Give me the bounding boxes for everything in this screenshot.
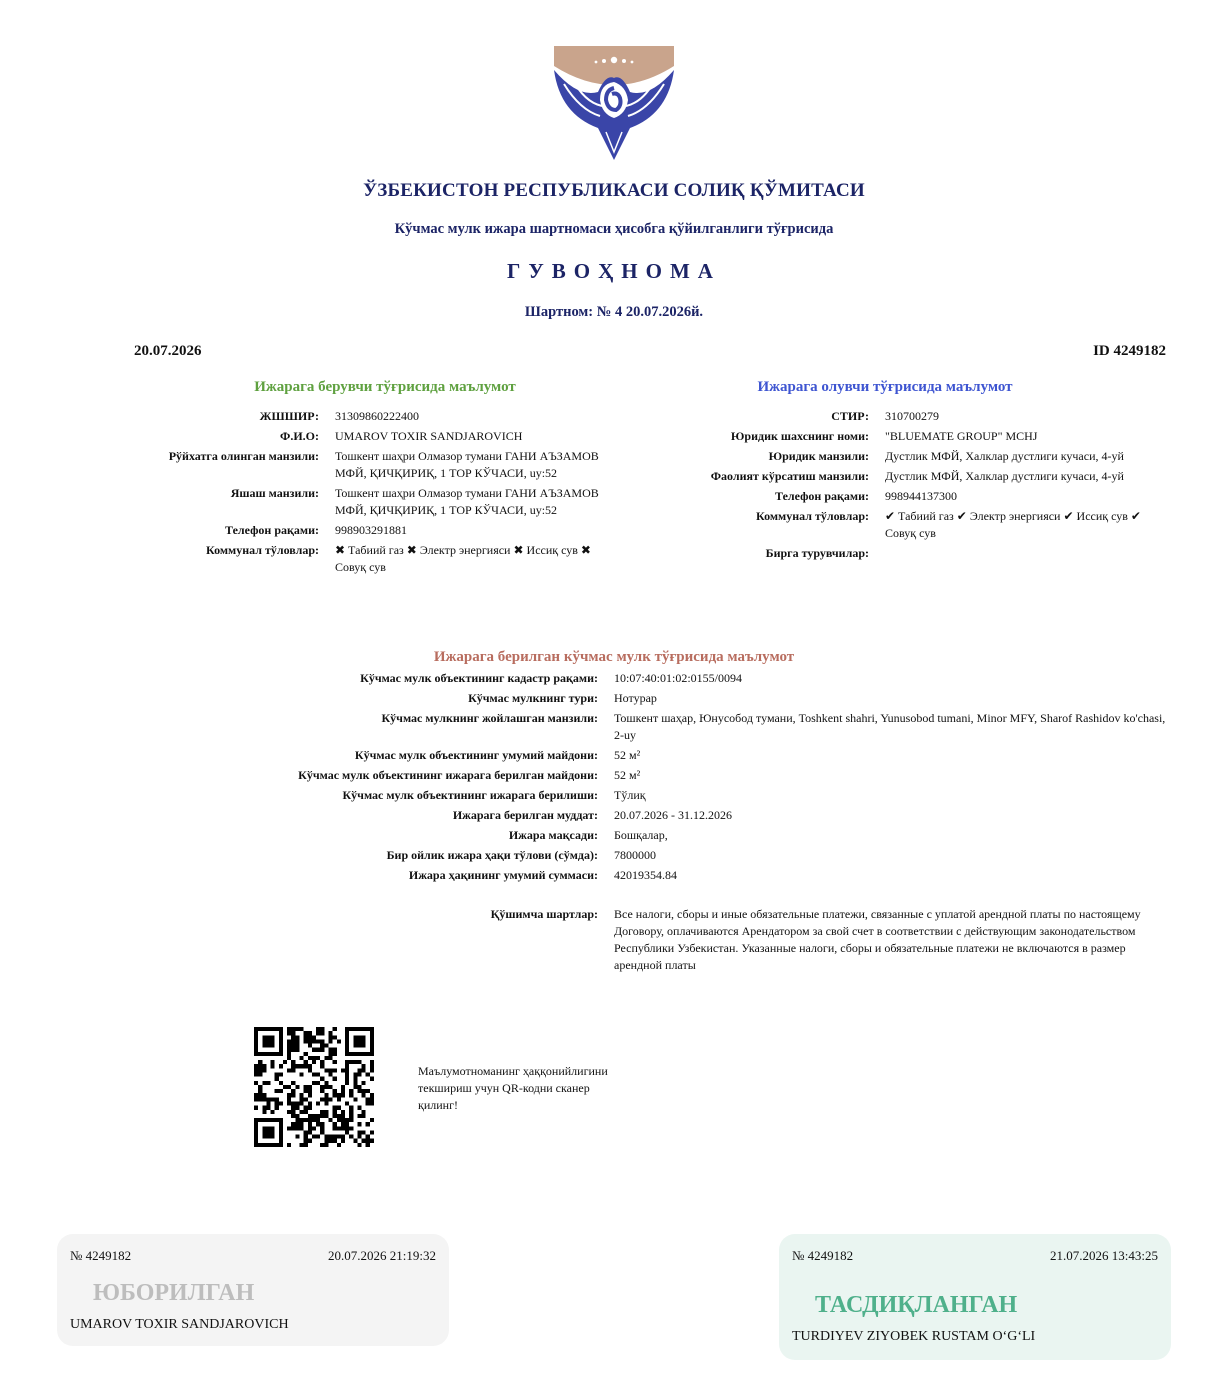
field-value: 310700279 bbox=[885, 409, 939, 423]
organization-title: ЎЗБЕКИСТОН РЕСПУБЛИКАСИ СОЛИҚ ҚЎМИТАСИ bbox=[363, 180, 865, 201]
lessor-row-pinfl bbox=[100, 408, 615, 425]
field-label: Ижарага берилган муддат: bbox=[452, 808, 598, 822]
field-label: Коммунал тўловлар: bbox=[205, 543, 319, 557]
property-row-total-rent bbox=[200, 867, 1174, 884]
property-info bbox=[200, 670, 1174, 887]
lessor-row-name bbox=[100, 428, 615, 445]
field-label: Телефон рақами: bbox=[775, 489, 869, 503]
field-label: Юридик шахснинг номи: bbox=[730, 429, 869, 443]
field-label: Фаолият кўрсатиш манзили: bbox=[710, 469, 869, 483]
stamp-signer: UMAROV TOXIR SANDJAROVICH bbox=[70, 1317, 289, 1332]
field-label: Кўчмас мулкнинг тури: bbox=[468, 691, 598, 705]
lessor-row-registered-address bbox=[100, 448, 615, 482]
lessee-row-cohabitants bbox=[640, 545, 1155, 562]
field-label: Ижара ҳақининг умумий суммаси: bbox=[408, 868, 598, 882]
field-value: 7800000 bbox=[614, 848, 656, 862]
document-id: ID 4249182 bbox=[1093, 343, 1166, 359]
property-row-rented-area bbox=[200, 767, 1174, 784]
stamp-status: ТАСДИҚЛАНГАН bbox=[815, 1292, 1018, 1318]
document-subtitle: Кўчмас мулк ижара шартномаси ҳисобга қўйилганлиги тўғрисида bbox=[394, 221, 834, 237]
field-value: Дустлик МФЙ, Халклар дустлиги кучаси, 4-уй bbox=[885, 469, 1124, 483]
field-label: Бир ойлик ижара ҳақи тўлови (сўмда): bbox=[386, 848, 598, 862]
additional-terms bbox=[200, 906, 1174, 974]
field-value: 31309860222400 bbox=[335, 409, 419, 423]
field-value: Тошкент шаҳри Олмазор тумани ГАНИ АЪЗАМОВ МФЙ, ҚИЧҚИРИҚ, 1 ТОР КЎЧАСИ, uy:52 bbox=[335, 449, 599, 480]
field-label: Яшаш манзили: bbox=[230, 486, 319, 500]
field-value: "BLUEMATE GROUP" MCHJ bbox=[885, 429, 1038, 443]
property-heading: Ижарага берилган кўчмас мулк тўғрисида маълумот bbox=[433, 649, 795, 665]
additional-terms-label: Қўшимча шартлар: bbox=[490, 907, 598, 921]
field-label: Телефон рақами: bbox=[225, 523, 319, 537]
tax-committee-emblem bbox=[550, 44, 678, 162]
field-value: Бошқалар, bbox=[614, 828, 668, 842]
property-row-term bbox=[200, 807, 1174, 824]
contract-number: Шартном: № 4 20.07.2026й. bbox=[524, 304, 704, 320]
field-label: Кўчмас мулк объектининг кадастр рақами: bbox=[360, 671, 598, 685]
field-value: ✖ Табиий газ ✖ Электр энергияси ✖ Иссиқ сув ✖ Совуқ сув bbox=[335, 543, 591, 574]
property-row-type bbox=[200, 690, 1174, 707]
approved-stamp bbox=[779, 1234, 1171, 1360]
sent-stamp bbox=[57, 1234, 449, 1346]
field-label: Кўчмас мулкнинг жойлашган манзили: bbox=[381, 711, 598, 725]
document-title: ГУВОҲНОМА bbox=[507, 259, 721, 283]
field-label: Коммунал тўловлар: bbox=[755, 509, 869, 523]
additional-terms-text: Все налоги, сборы и иные обязательные платежи, связанные с уплатой арендной платы по настоящему Договору, оплачиваются Арендатором за свой счет в соответствии с действующим законодательством Республики Узбекистан. Указанные налоги, сборы и обязательные платежи не включаются в размер арендной платы bbox=[614, 907, 1141, 972]
property-row-purpose bbox=[200, 827, 1174, 844]
field-label: Кўчмас мулк объектининг умумий майдони: bbox=[354, 748, 598, 762]
lessee-row-company-name bbox=[640, 428, 1155, 445]
field-label: ЖШШИР: bbox=[259, 409, 319, 423]
field-value: 10:07:40:01:02:0155/0094 bbox=[614, 671, 743, 685]
lessor-heading: Ижарага берувчи тўғрисида маълумот bbox=[254, 379, 516, 395]
field-value: Тошкент шаҳри Олмазор тумани ГАНИ АЪЗАМОВ МФЙ, ҚИЧҚИРИҚ, 1 ТОР КЎЧАСИ, uy:52 bbox=[335, 486, 599, 517]
qr-caption: Маълумотноманинг ҳаққонийлигини текшириш учун QR-кодни сканер қилинг! bbox=[418, 1064, 608, 1112]
field-value: 998903291881 bbox=[335, 523, 407, 537]
field-label: Кўчмас мулк объектининг ижарага берилган майдони: bbox=[298, 768, 598, 782]
lessee-heading: Ижарага олувчи тўғрисида маълумот bbox=[757, 379, 1013, 395]
stamp-timestamp: 20.07.2026 21:19:32 bbox=[328, 1248, 436, 1263]
field-value: Дустлик МФЙ, Халклар дустлиги кучаси, 4-уй bbox=[885, 449, 1124, 463]
stamp-signer: TURDIYEV ZIYOBEK RUSTAM O‘G‘LI bbox=[792, 1329, 1036, 1344]
property-row-cadastre bbox=[200, 670, 1174, 687]
field-value: 998944137300 bbox=[885, 489, 957, 503]
lessee-row-activity-address bbox=[640, 468, 1155, 485]
lessee-row-tin bbox=[640, 408, 1155, 425]
lessee-row-utilities bbox=[640, 508, 1155, 542]
lessor-row-phone bbox=[100, 522, 615, 539]
field-value: ✔ Табиий газ ✔ Электр энергияси ✔ Иссиқ сув ✔ Совуқ сув bbox=[885, 509, 1141, 540]
stamp-timestamp: 21.07.2026 13:43:25 bbox=[1050, 1248, 1158, 1263]
lessee-info bbox=[640, 408, 1155, 565]
document-date: 20.07.2026 bbox=[134, 343, 202, 359]
lessor-row-living-address bbox=[100, 485, 615, 519]
field-value: Тошкент шаҳар, Юнусобод тумани, Toshkent shahri, Yunusobod tumani, Minor MFY, Sharof Rashidov ko'chasi, 2-uy bbox=[614, 711, 1166, 742]
lessee-row-legal-address bbox=[640, 448, 1155, 465]
property-row-address bbox=[200, 710, 1174, 744]
property-row-monthly-rent bbox=[200, 847, 1174, 864]
field-label: Юридик манзили: bbox=[768, 449, 869, 463]
field-label: Кўчмас мулк объектининг ижарага берилиши: bbox=[342, 788, 598, 802]
lessor-info bbox=[100, 408, 615, 579]
field-value: 20.07.2026 - 31.12.2026 bbox=[614, 808, 732, 822]
field-value: 52 м² bbox=[614, 768, 641, 782]
field-value: 42019354.84 bbox=[614, 868, 677, 882]
field-value: Нотурар bbox=[614, 691, 657, 705]
field-label: Рўйхатга олинган манзили: bbox=[168, 449, 319, 463]
stamp-number: № 4249182 bbox=[70, 1248, 132, 1263]
qr-code[interactable] bbox=[254, 1027, 374, 1147]
stamp-status: ЮБОРИЛГАН bbox=[93, 1280, 255, 1306]
property-row-rent-scope bbox=[200, 787, 1174, 804]
field-value bbox=[885, 545, 1155, 562]
field-label: Бирга турувчилар: bbox=[765, 546, 869, 560]
lessor-row-utilities bbox=[100, 542, 615, 576]
field-label: Ф.И.О: bbox=[280, 429, 319, 443]
field-label: СТИР: bbox=[831, 409, 869, 423]
field-value: 52 м² bbox=[614, 748, 641, 762]
property-row-total-area bbox=[200, 747, 1174, 764]
stamp-number: № 4249182 bbox=[792, 1248, 854, 1263]
lessee-row-phone bbox=[640, 488, 1155, 505]
field-value: Тўлиқ bbox=[614, 788, 646, 802]
field-value: UMAROV TOXIR SANDJAROVICH bbox=[335, 429, 523, 443]
field-label: Ижара мақсади: bbox=[508, 828, 598, 842]
